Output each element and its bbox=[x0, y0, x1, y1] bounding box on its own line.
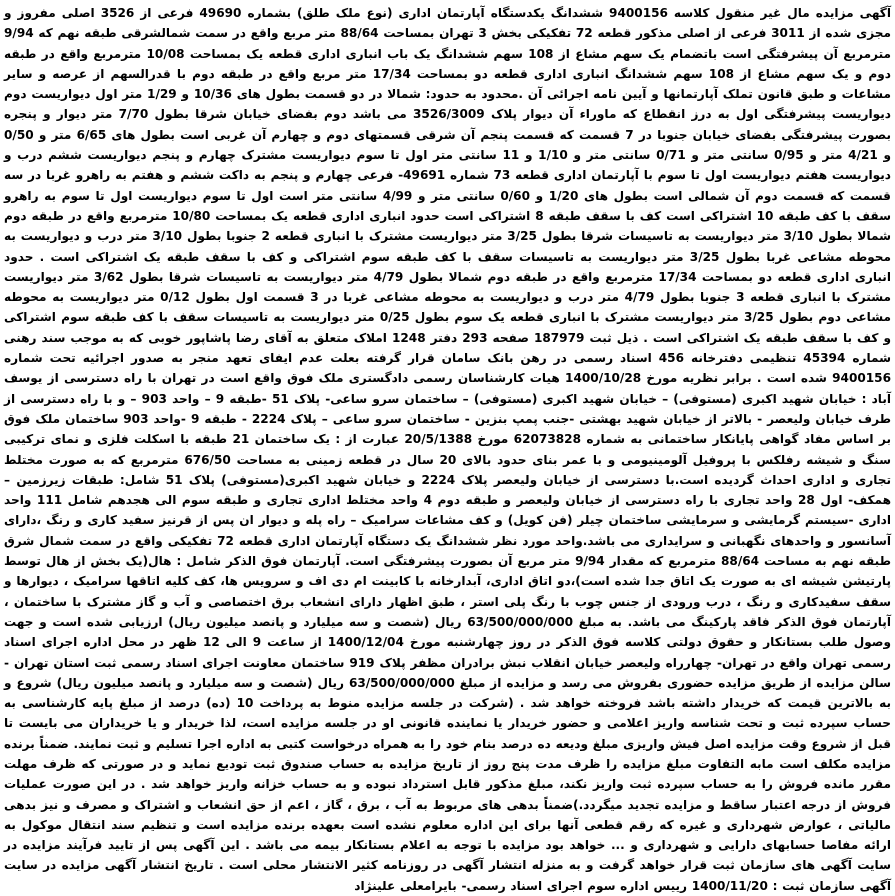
auction-notice-body: آگهی مزایده مال غیر منقول کلاسه 9400156 ششدانگ یکدستگاه آپارتمان اداری (نوع ملک طلق) بشماره 49690 فرعی از 3526 اصلی مفروز و مجزی شده از 3011 فرعی از اصلی مذکور قطعه 72 تفکیکی بخش 3 تهران بمساحت 88/64 متر مربع واقع در سمت شمالشرقی طبقه نهم که 9/94 مترمربع آن پیشرفتگی است باتضمام یک سهم مشاع از 108 سهم ششدانگ یک باب انباری اداری قطعه یک بمساحت 10/08 مترمربع واقع در طبقه دوم و یک سهم مشاع از 108 سهم ششدانگ انباری اداری قطعه دو بمساحت 17/34 متر مربع واقع در طبقه دوم با قدرالسهم از عرصه و سایر مشاعات و طبق قانون تملک آپارتمانها و آیین نامه اجرائی آن .محدود به حدود: شمالا در دو قسمت بطول های 10/36 و 1/29 متر اول دیواریست دوم دیواریست پیشرفتگی اول به درز انقطاع که ماوراء آن دیوار پلاک 3526/3009 می باشد دوم بفضای خیابان شرقا بطول 7/70 متر دیوار و پنجره بصورت پیشرفتگی بفضای خیابان جنوبا در 7 قسمت که قسمت پنجم آن شرقی قسمتهای دوم و چهارم آن غربی است بطول های 6/65 متر و 0/50 و 4/21 متر و 0/95 سانتی متر و 0/71 سانتی متر و 1/10 و 11 سانتی متر اول تا سوم دیواریست مشترک چهارم و پنجم دیواریست ششم درب و دیواریست هفتم دیواریست اول تا سوم با آپارتمان اداری قطعه 73 شماره 49691- فرعی چهارم و پنجم به داکت ششم و هفتم به راهرو غربا در سه قسمت که قسمت دوم آن شمالی است بطول های 1/20 و 0/60 سانتی متر و 4/99 سانتی متر است اول تا سوم دیواریست اول تا سوم به راهرو سقف با کف طبقه 10 اشتراکی است کف با سقف طبقه 8 اشتراکی است حدود انباری اداری قطعه یک بمساحت 10/80 مترمربع واقع در طبقه دوم شمالا بطول 3/10 متر دیواریست به تاسیسات شرقا بطول 3/25 متر دیواریست مشترک با انباری قطعه 2 جنوبا بطول 3/10 متر درب و دیواریست به محوطه مشاعی غربا بطول 3/25 متر دیواریست به تاسیسات سقف با کف طبقه سوم اشتراکی و کف با سقف طبقه یک اشتراکی است . حدود انباری اداری قطعه دو بمساحت 17/34 مترمربع واقع در طبقه دوم شمالا بطول 4/79 متر دیواریست به تاسیسات شرقا بطول 3/62 متر دیواریست مشترک با انباری قطعه 3 جنوبا بطول 4/79 متر درب و دیواریست به محوطه مشاعی غربا در 3 قسمت اول بطول 0/12 متر دیواریست به محوطه مشاعی دوم بطول 3/25 متر دیواریست مشترک با انباری قطعه یک سوم بطول 0/25 متر دیواریست به تاسیسات سقف با کف طبقه سوم اشتراکی و کف با سقف طبقه یک اشتراکی است . ذیل ثبت 187979 صفحه 293 دفتر 1248 املاک متعلق به آقای رضا پاشاپور خوبی که به موجب سند رهنی شماره 45394 تنظیمی دفترخانه 456 اسناد رسمی در رهن بانک سامان قرار گرفته بعلت عدم ایفای تعهد منجر به صدور اجرائیه تحت شماره 9400156 شده است . برابر نظریه مورخ 1400/10/28 هیات کارشناسان رسمی دادگستری ملک فوق واقع است در تهران با راه دسترسی از یوسف آباد : خیابان شهید اکبری (مستوفی) – خیابان شهید اکبری (مستوفی) – ساختمان سرو ساعی- پلاک 51 -طبقه 9 – واحد 903 – و با راه دسترسی از طرف خیابان ولیعصر - بالاتر از خیابان شهید بهشتی -جنب پمپ بنزین - ساختمان سرو ساعی – پلاک 2224 - طبقه 9 -واحد 903 ساختمان ملک فوق بر اساس مفاد گواهی پایانکار ساختمانی به شماره 62073828 مورخ 20/5/1388 عبارت از : یک ساختمان 21 طبقه با اسکلت فلزی و نمای ترکیبی سنگ و شیشه رفلکس با پروفیل آلومینیومی و با عمر بنای حدود بالای 20 سال در قطعه زمینی به مساحت 676/50 مترمربع که به صورت مختلط تجاری و اداری احداث گردیده است.با دسترسی از خیابان ولیعصر پلاک 2224 و خیابان شهید اکبری(مستوفی) پلاک 51 شامل: طبقات زیرزمین – همکف- اول 28 واحد تجاری با راه دسترسی از خیابان ولیعصر و طبقه دوم 4 واحد مختلط اداری تجاری و طبقه سوم الی هجدهم شامل 111 واحد اداری -سیستم گرمایشی و سرمایشی ساختمان چیلر (فن کویل) و کف مشاعات سرامیک – راه پله و دیوار ان پس از قرنیز سفید کاری و رنگ ،دارای آسانسور و واحدهای نگهبانی و سرایداری می باشد.واحد مورد نظر ششدانگ یک دستگاه آپارتمان اداری قطعه 72 تفکیکی واقع در سمت شمال شرق طبقه نهم به مساحت 88/64 مترمربع که مقدار 9/94 متر مربع آن بصورت پیشرفتگی است. آپارتمان فوق الذکر شامل : هال(یک بخش از هال توسط پارتیشن شیشه ای به صورت یک اتاق جدا شده است)،دو اتاق اداری، آبدارخانه با کابینت ام دی اف و سرویس ها، کف کلیه اتاقها سرامیک ، دیوارها و سقف سفیدکاری و رنگ ، درب ورودی از جنس چوب با رنگ پلی استر ، طبق اظهار دارای انشعاب برق اختصاصی و آب و گاز مشترک با ساختمان ، آپارتمان فوق الذکر فاقد پارکینگ می باشد. به مبلغ 63/500/000/000 ریال (شصت و سه میلیارد و پانصد میلیون ریال) ارزیابی شده است و جهت وصول طلب بستانکار و حقوق دولتی کلاسه فوق الذکر در روز چهارشنبه مورخ 1400/12/04 از ساعت 9 الی 12 ظهر در محل اداره اجرای اسناد رسمی تهران واقع در تهران- چهارراه ولیعصر خیابان انقلاب نبش برادران مظفر پلاک 919 ساختمان معاونت اجرای اسناد رسمی ثبت استان تهران - سالن مزایده از طریق مزایده حضوری بفروش می رسد و مزایده از مبلغ 63/500/000/000 ریال (شصت و سه میلیارد و پانصد میلیون ریال) شروع و به بالاترین قیمت که خریدار داشته باشد فروخته خواهد شد . (شرکت در جلسه مزایده منوط به پرداخت 10 (ده) درصد از مبلغ پایه کارشناسی به حساب سپرده ثبت و تحت شناسه واریز اعلامی و حضور خریدار یا نماینده قانونی او در جلسه مزایده است، لذا خریدار و یا خریداران می بایست تا قبل از شروع وقت مزایده اصل فیش واریزی مبلغ ودیعه ده درصد بنام خود را به همراه درخواست کتبی به اداره اجرا تسلیم و ثبت نمایند. ضمناً برنده مزایده مکلف است مابه التفاوت مبلغ مزایده را ظرف مدت پنج روز از تاریخ مزایده به حساب صندوق ثبت تودیع نماید و در صورتی که ظرف مهلت مقرر مانده فروش را به حساب سپرده ثبت واریز نکند، مبلغ مذکور قابل استرداد نبوده و به حساب خزانه واریز خواهد شد . در این صورت عملیات فروش از درجه اعتبار ساقط و مزایده تجدید میگردد.)ضمناً بدهی های مربوط به آب ، برق ، گاز ، اعم از حق انشعاب و اشتراک و مصرف و نیز بدهی مالیاتی ، عوارض شهرداری و غیره که رقم قطعی آنها برای این اداره معلوم نشده است بعهده برنده مزایده است و تنظیم سند انتقال موکول به ارائه مفاصا حسابهای دارایی و شهرداری و ... خواهد بود مزایده با توجه به اعلام بستانکار بیمه می باشد . این آگهی پس از تایید فرآیند مزایده در سایت آگهی های سازمان ثبت قرار خواهد گرفت و به منزله انتشار آگهی در روزنامه کثیر الانتشار محلی است . تاریخ انتشار آگهی مزایده در سایت آگهی سازمان ثبت : 1400/11/20 رییس اداره سوم اجرای اسناد رسمی- بایرامعلی علینژاد bbox=[4, 6, 892, 893]
